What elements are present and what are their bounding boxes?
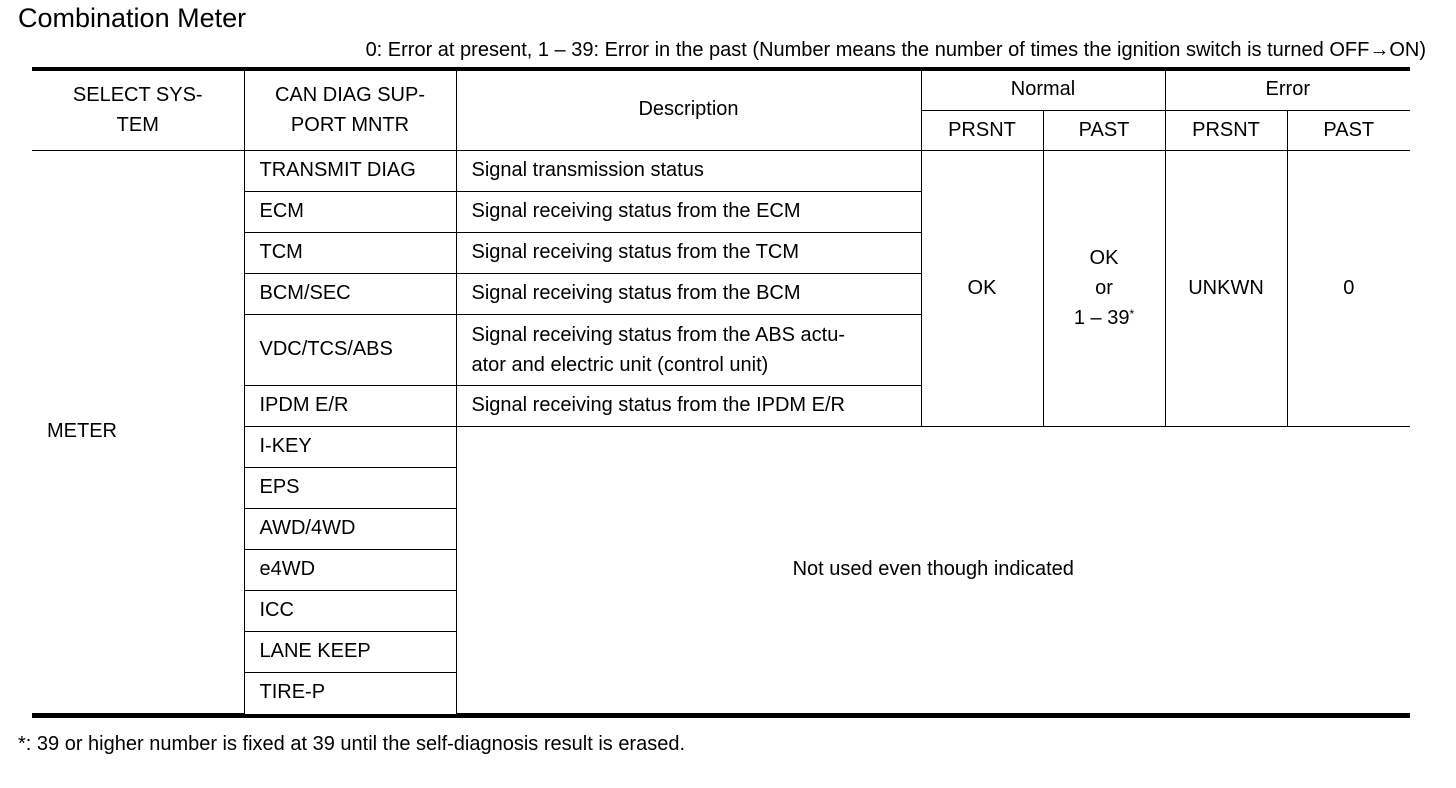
page-title: Combination Meter bbox=[18, 3, 247, 33]
footnote-mark: * bbox=[1129, 307, 1135, 321]
item-cell: EPS bbox=[244, 467, 456, 508]
error-past-value: 0 bbox=[1287, 150, 1410, 426]
normal-past-value: OK or 1 – 39* bbox=[1043, 150, 1165, 426]
item-cell: AWD/4WD bbox=[244, 508, 456, 549]
item-cell: ECM bbox=[244, 191, 456, 232]
description-cell: Signal receiving status from the ECM bbox=[456, 191, 921, 232]
header-description: Description bbox=[456, 70, 921, 150]
description-cell: Signal receiving status from the BCM bbox=[456, 273, 921, 314]
description-cell: Signal receiving status from the ABS actu- ator and electric unit (control unit) bbox=[456, 314, 921, 385]
combination-meter-table bbox=[32, 70, 1410, 714]
item-cell: TCM bbox=[244, 232, 456, 273]
not-used-note: Not used even though indicated bbox=[456, 426, 1410, 713]
item-cell: I-KEY bbox=[244, 426, 456, 467]
description-cell: Signal transmission status bbox=[456, 150, 921, 191]
header-row bbox=[32, 70, 1410, 110]
header-select-system: SELECT SYS- TEM bbox=[32, 70, 244, 150]
header-can-diag-support-monitor: CAN DIAG SUP- PORT MNTR bbox=[244, 70, 456, 150]
table-row bbox=[32, 150, 1410, 191]
description-cell: Signal receiving status from the TCM bbox=[456, 232, 921, 273]
header-error: Error bbox=[1165, 70, 1410, 110]
description-cell: Signal receiving status from the IPDM E/R bbox=[456, 385, 921, 426]
header-normal-past: PAST bbox=[1043, 110, 1165, 150]
item-cell: TRANSMIT DIAG bbox=[244, 150, 456, 191]
header-normal: Normal bbox=[921, 70, 1165, 110]
normal-present-value: OK bbox=[921, 150, 1043, 426]
item-cell: e4WD bbox=[244, 549, 456, 590]
item-cell: VDC/TCS/ABS bbox=[244, 314, 456, 385]
item-cell: ICC bbox=[244, 590, 456, 631]
item-cell: LANE KEEP bbox=[244, 631, 456, 672]
item-cell: TIRE-P bbox=[244, 672, 456, 713]
table-bottom-rule bbox=[32, 714, 1410, 718]
item-cell: IPDM E/R bbox=[244, 385, 456, 426]
error-present-value: UNKWN bbox=[1165, 150, 1287, 426]
error-count-note: 0: Error at present, 1 – 39: Error in the past (Number means the number of times the ignition switch is turned OFF→ON) bbox=[365, 39, 1426, 61]
footnote: *: 39 or higher number is fixed at 39 until the self-diagnosis result is erased. bbox=[18, 733, 686, 755]
item-cell: BCM/SEC bbox=[244, 273, 456, 314]
header-error-present: PRSNT bbox=[1165, 110, 1287, 150]
header-error-past: PAST bbox=[1287, 110, 1410, 150]
system-meter: METER bbox=[32, 150, 244, 713]
header-normal-present: PRSNT bbox=[921, 110, 1043, 150]
